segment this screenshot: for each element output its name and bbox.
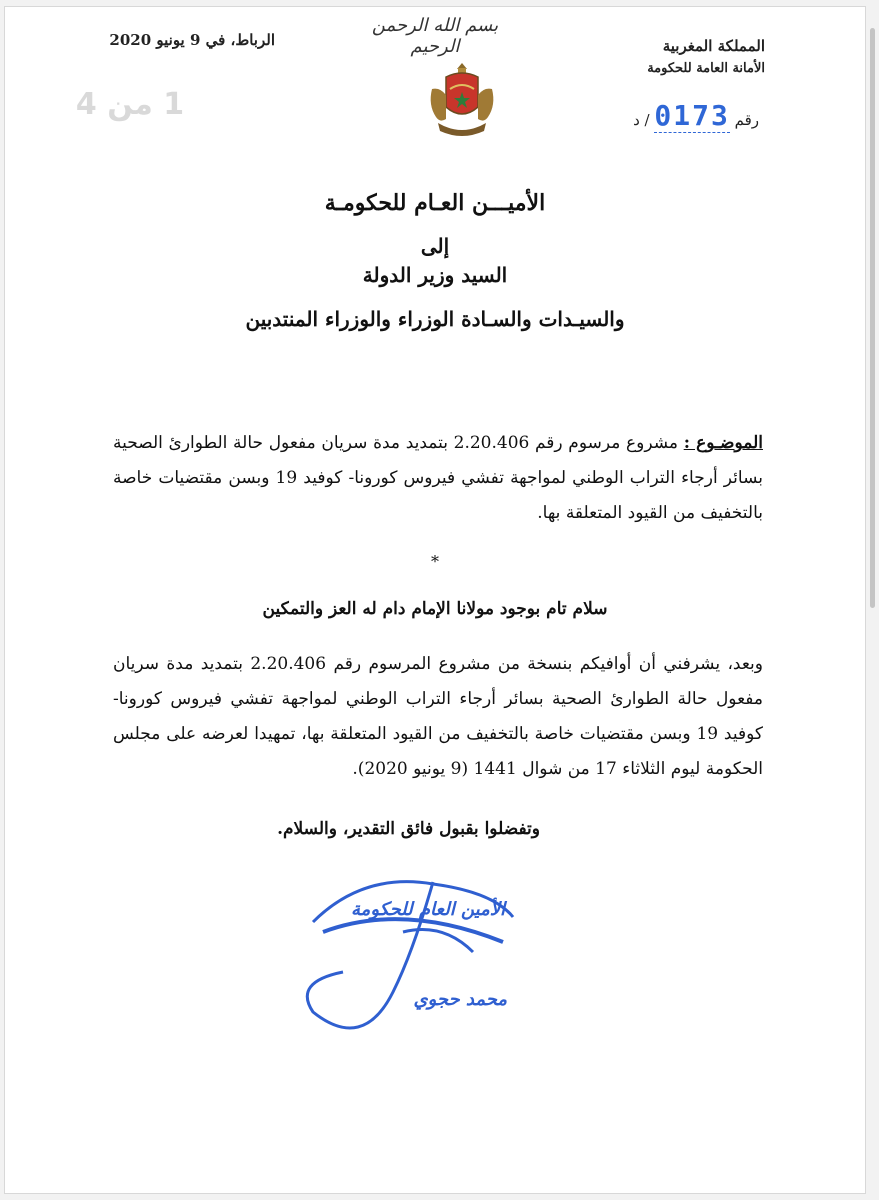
scrollbar-thumb[interactable] [870,28,875,608]
subject-block [113,426,763,531]
page-counter: 1 من 4 [75,87,185,122]
sender-title: الأميـــن العـام للحكومـة [324,190,546,216]
signature-name: محمد حجوي [413,989,507,1010]
secretariat-name: الأمانة العامة للحكومة [647,61,765,76]
subject-label: الموضـوع : [683,433,763,453]
issuer-block [565,37,765,83]
coat-of-arms-icon [424,59,500,139]
recipient-line-1: السيد وزير الدولة [362,263,508,287]
to-word: إلى [420,234,450,258]
greeting: سلام تام بوجود مولانا الإمام دام له العز والتمكين [262,599,608,619]
recipient-line-2: والسيـدات والسـادة الوزراء والوزراء المنتدبين [245,307,625,331]
scrollbar[interactable] [865,0,879,1200]
separator-asterisk: * [431,552,439,571]
body-paragraph: وبعد، يشرفني أن أوافيكم بنسخة من مشروع المرسوم رقم 2.20.406 بتمديد مدة سريان مفعول حالة الطوارئ الصحية بسائر أرجاء التراب الوطني لمواجهة تفشي فيروس كورونا- كوفيد 19 وبسن مقتضيات خاصة بالتخفيف من القيود المتعلقة بها، تمهيدا لعرضه على مجلس الحكومة ليوم الثلاثاء 17 من شوال 1441 (9 يونيو 2020). [113,654,763,779]
signature-title: الأمين العام للحكومة [351,899,505,920]
kingdom-name: المملكة المغربية [662,37,765,55]
reference-number: 0173 [654,99,730,132]
basmala: بسم الله الرحمن الرحيم [371,15,499,57]
reference-label: رقم [734,111,759,129]
document-page [4,6,866,1194]
closing-line: وتفضلوا بقبول فائق التقدير، والسلام. [277,819,540,839]
subject-text: مشروع مرسوم رقم 2.20.406 بتمديد مدة سريان مفعول حالة الطوارئ الصحية بسائر أرجاء التراب الوطني لمواجهة تفشي فيروس كورونا- كوفيد 19 وبسن مقتضيات خاصة بالتخفيف من القيود المتعلقة بها. [113,433,763,523]
reference-line [559,99,759,132]
reference-suffix: / د [633,111,650,129]
signature-scribble-icon [283,862,533,1057]
place-date: الرباط، في 9 يونيو 2020 [109,31,275,49]
